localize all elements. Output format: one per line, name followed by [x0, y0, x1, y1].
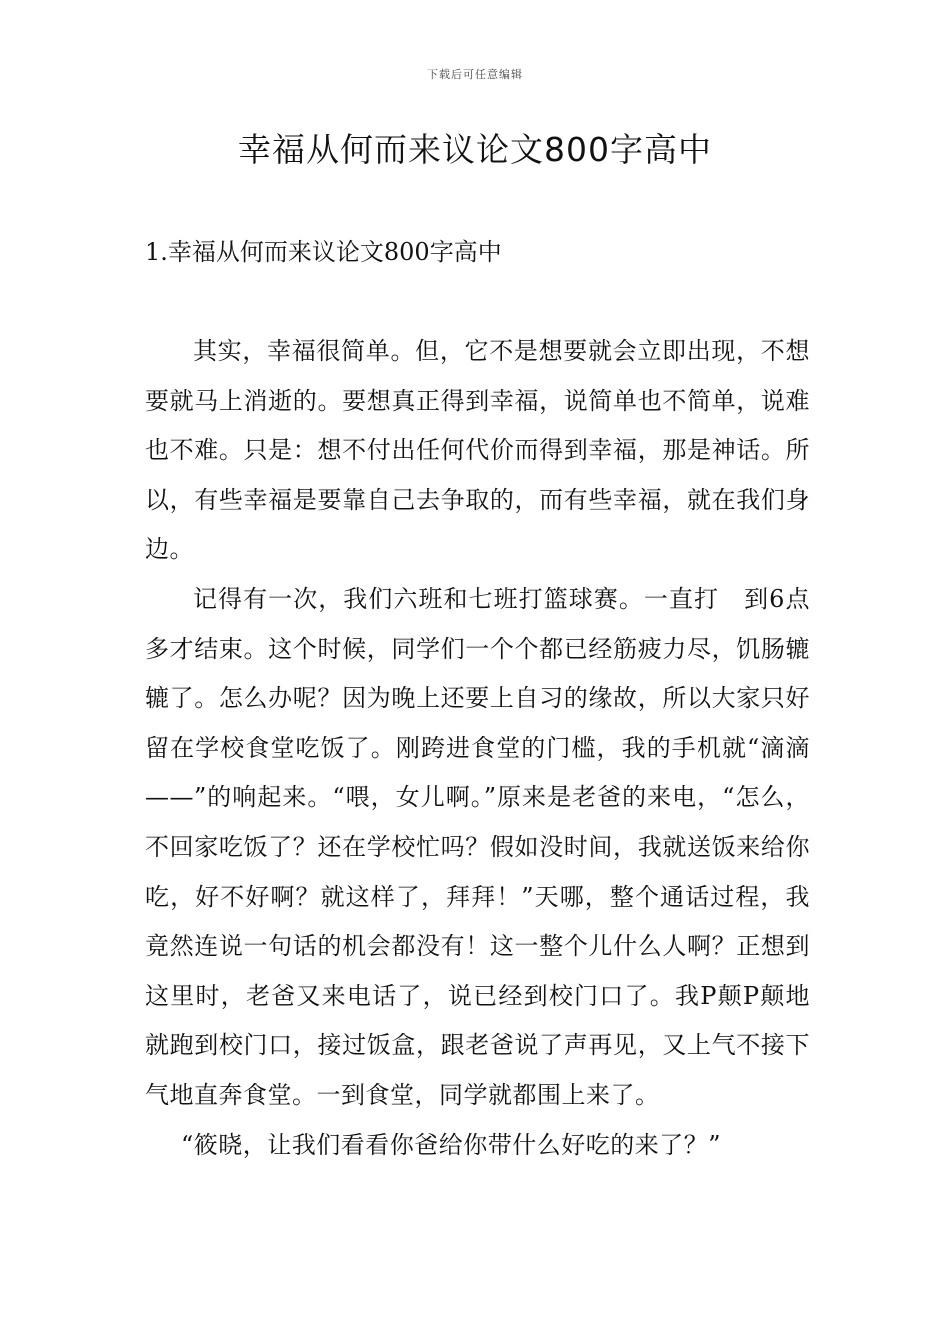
document-title: 幸福从何而来议论文800字高中 — [238, 130, 712, 169]
body-text — [145, 327, 810, 1170]
header-note: 下载后可任意编辑 — [427, 68, 523, 81]
paragraph-1: 其实，幸福很简单。但，它不是想要就会立即出现，不想要就马上消逝的。要想真正得到幸福，说简单也不简单，说难也不难。只是：想不付出任何代价而得到幸福，那是神话。所以，有些幸福是要靠自己去争取的，而有些幸福，就在我们身边。 — [145, 337, 810, 564]
paragraph-3: “筱晓，让我们看看你爸给你带什么好吃的来了？” — [181, 1130, 722, 1159]
section-heading: 1.幸福从何而来议论文800字高中 — [145, 238, 502, 266]
paragraph-2: 记得有一次，我们六班和七班打篮球赛。一直打 到6点多才结束。这个时候，同学们一个个都已经筋疲力尽，饥肠辘辘了。怎么办呢？因为晚上还要上自习的缘故，所以大家只好留在学校食堂吃饭了。刚跨进食堂的门槛，我的手机就“滴滴——”的响起来。“喂，女儿啊。”原来是老爸的来电，“怎么，不回家吃饭了？还在学校忙吗？假如没时间，我就送饭来给你吃，好不好啊？就这样了，拜拜！”天哪，整个通话过程，我竟然连说一句话的机会都没有！这一整个儿什么人啊？正想到这里时，老爸又来电话了，说已经到校门口了。我P颠P颠地就跑到校门口，接过饭盒，跟老爸说了声再见，又上气不接下气地直奔食堂。一到食堂，同学就都围上来了。 — [145, 584, 810, 1109]
